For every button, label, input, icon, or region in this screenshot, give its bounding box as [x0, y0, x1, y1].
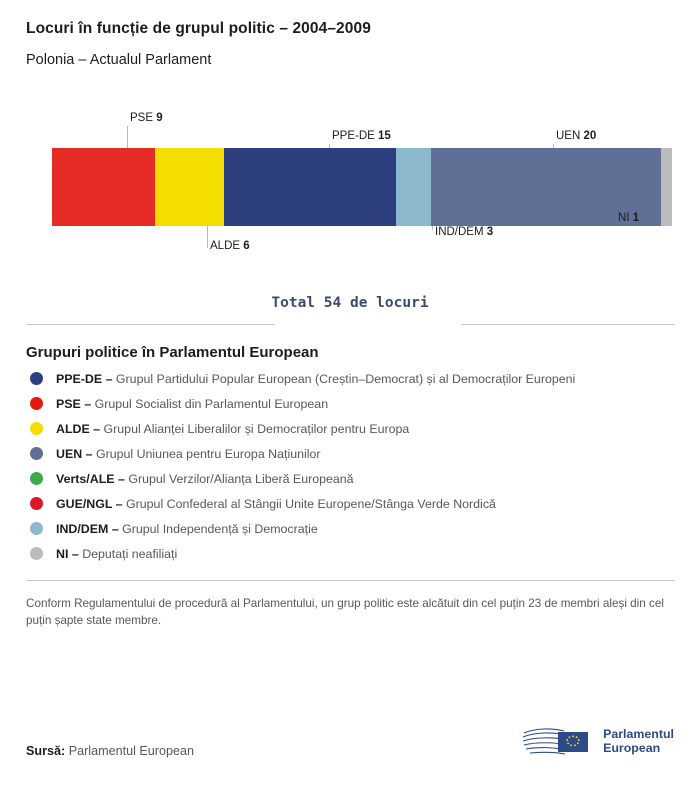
bar-segment-inddem — [396, 148, 430, 226]
tick-pse — [127, 126, 128, 148]
stacked-bar — [52, 148, 672, 226]
source-text — [26, 744, 194, 758]
legend-abbr: PPE-DE – — [56, 372, 113, 386]
legend-desc: Grupul Independență și Democrație — [122, 522, 318, 536]
legend-color-dot-uen — [30, 447, 43, 460]
legend-item — [26, 421, 674, 437]
legend-item — [26, 546, 674, 562]
legend-desc: Grupul Confederal al Stângii Unite Europene/Stânga Verde Nordică — [126, 497, 496, 511]
legend-abbr: GUE/NGL – — [56, 497, 123, 511]
bar-label-uen: UEN 20 — [556, 130, 597, 142]
legend-heading: Grupuri politice în Parlamentul European — [26, 344, 319, 361]
ep-logo — [522, 724, 674, 758]
legend-item — [26, 521, 674, 537]
legend-color-dot-vertsale — [30, 472, 43, 485]
bar-segment-pse — [52, 148, 155, 226]
legend-abbr: IND/DEM – — [56, 522, 119, 536]
bar-segment-ni — [661, 148, 672, 226]
bar-label-inddem: IND/DEM 3 — [435, 226, 494, 238]
legend-abbr: Verts/ALE – — [56, 472, 125, 486]
ep-logo-line2: European — [603, 741, 661, 755]
bar-segment-ppede — [224, 148, 396, 226]
legend-item — [26, 396, 674, 412]
legend-desc: Grupul Partidului Popular European (Creștin–Democrat) și al Democraților Europeni — [115, 372, 576, 386]
legend — [26, 371, 674, 562]
footer-divider — [26, 580, 674, 581]
legend-abbr: NI – — [56, 547, 79, 561]
legend-desc: Grupul Verzilor/Alianța Liberă Europeană — [128, 472, 354, 486]
legend-item — [26, 371, 674, 387]
legend-item — [26, 471, 674, 487]
ep-flag-icon — [522, 724, 594, 758]
legend-color-dot-ni — [30, 547, 43, 560]
tick-inddem — [432, 226, 433, 230]
legend-color-dot-guengl — [30, 497, 43, 510]
legend-item — [26, 446, 674, 462]
legend-color-dot-inddem — [30, 522, 43, 535]
legend-item — [26, 496, 674, 512]
total-rule-right — [462, 324, 674, 325]
tick-alde — [207, 226, 208, 248]
source-label: Sursă: — [26, 744, 66, 758]
total-seats — [26, 294, 674, 336]
bar-label-ppede: PPE-DE 15 — [332, 130, 391, 142]
ep-logo-text — [603, 727, 674, 755]
legend-color-dot-ppede — [30, 372, 43, 385]
legend-abbr: ALDE – — [56, 422, 101, 436]
page-title: Locuri în funcție de grupul politic – 2004–2009 — [26, 20, 371, 37]
page-subtitle: Polonia – Actualul Parlament — [26, 52, 212, 68]
legend-desc: Deputați neafiliați — [82, 547, 178, 561]
bar-label-alde: ALDE 6 — [210, 240, 250, 252]
legend-desc: Grupul Socialist din Parlamentul European — [94, 397, 329, 411]
source-value: Parlamentul European — [68, 744, 195, 758]
total-rule-left — [26, 324, 274, 325]
source-row — [26, 724, 674, 758]
legend-abbr: PSE – — [56, 397, 92, 411]
ep-logo-line1: Parlamentul — [603, 727, 674, 741]
legend-desc: Grupul Uniunea pentru Europa Națiunilor — [95, 447, 321, 461]
seats-bar-chart — [26, 112, 674, 272]
legend-color-dot-pse — [30, 397, 43, 410]
legend-color-dot-alde — [30, 422, 43, 435]
bar-label-ni: NI 1 — [618, 212, 640, 224]
total-seats-label: Total 54 de locuri — [271, 295, 429, 311]
bar-segment-alde — [155, 148, 224, 226]
legend-desc: Grupul Alianței Liberalilor și Democraților pentru Europa — [103, 422, 410, 436]
legend-abbr: UEN – — [56, 447, 93, 461]
bar-label-pse: PSE 9 — [130, 112, 163, 124]
footnote: Conform Regulamentului de procedură al Parlamentului, un grup politic este alcătuit din cel puțin 23 de membri aleși din cel puțin șapte state membre. — [26, 597, 664, 627]
